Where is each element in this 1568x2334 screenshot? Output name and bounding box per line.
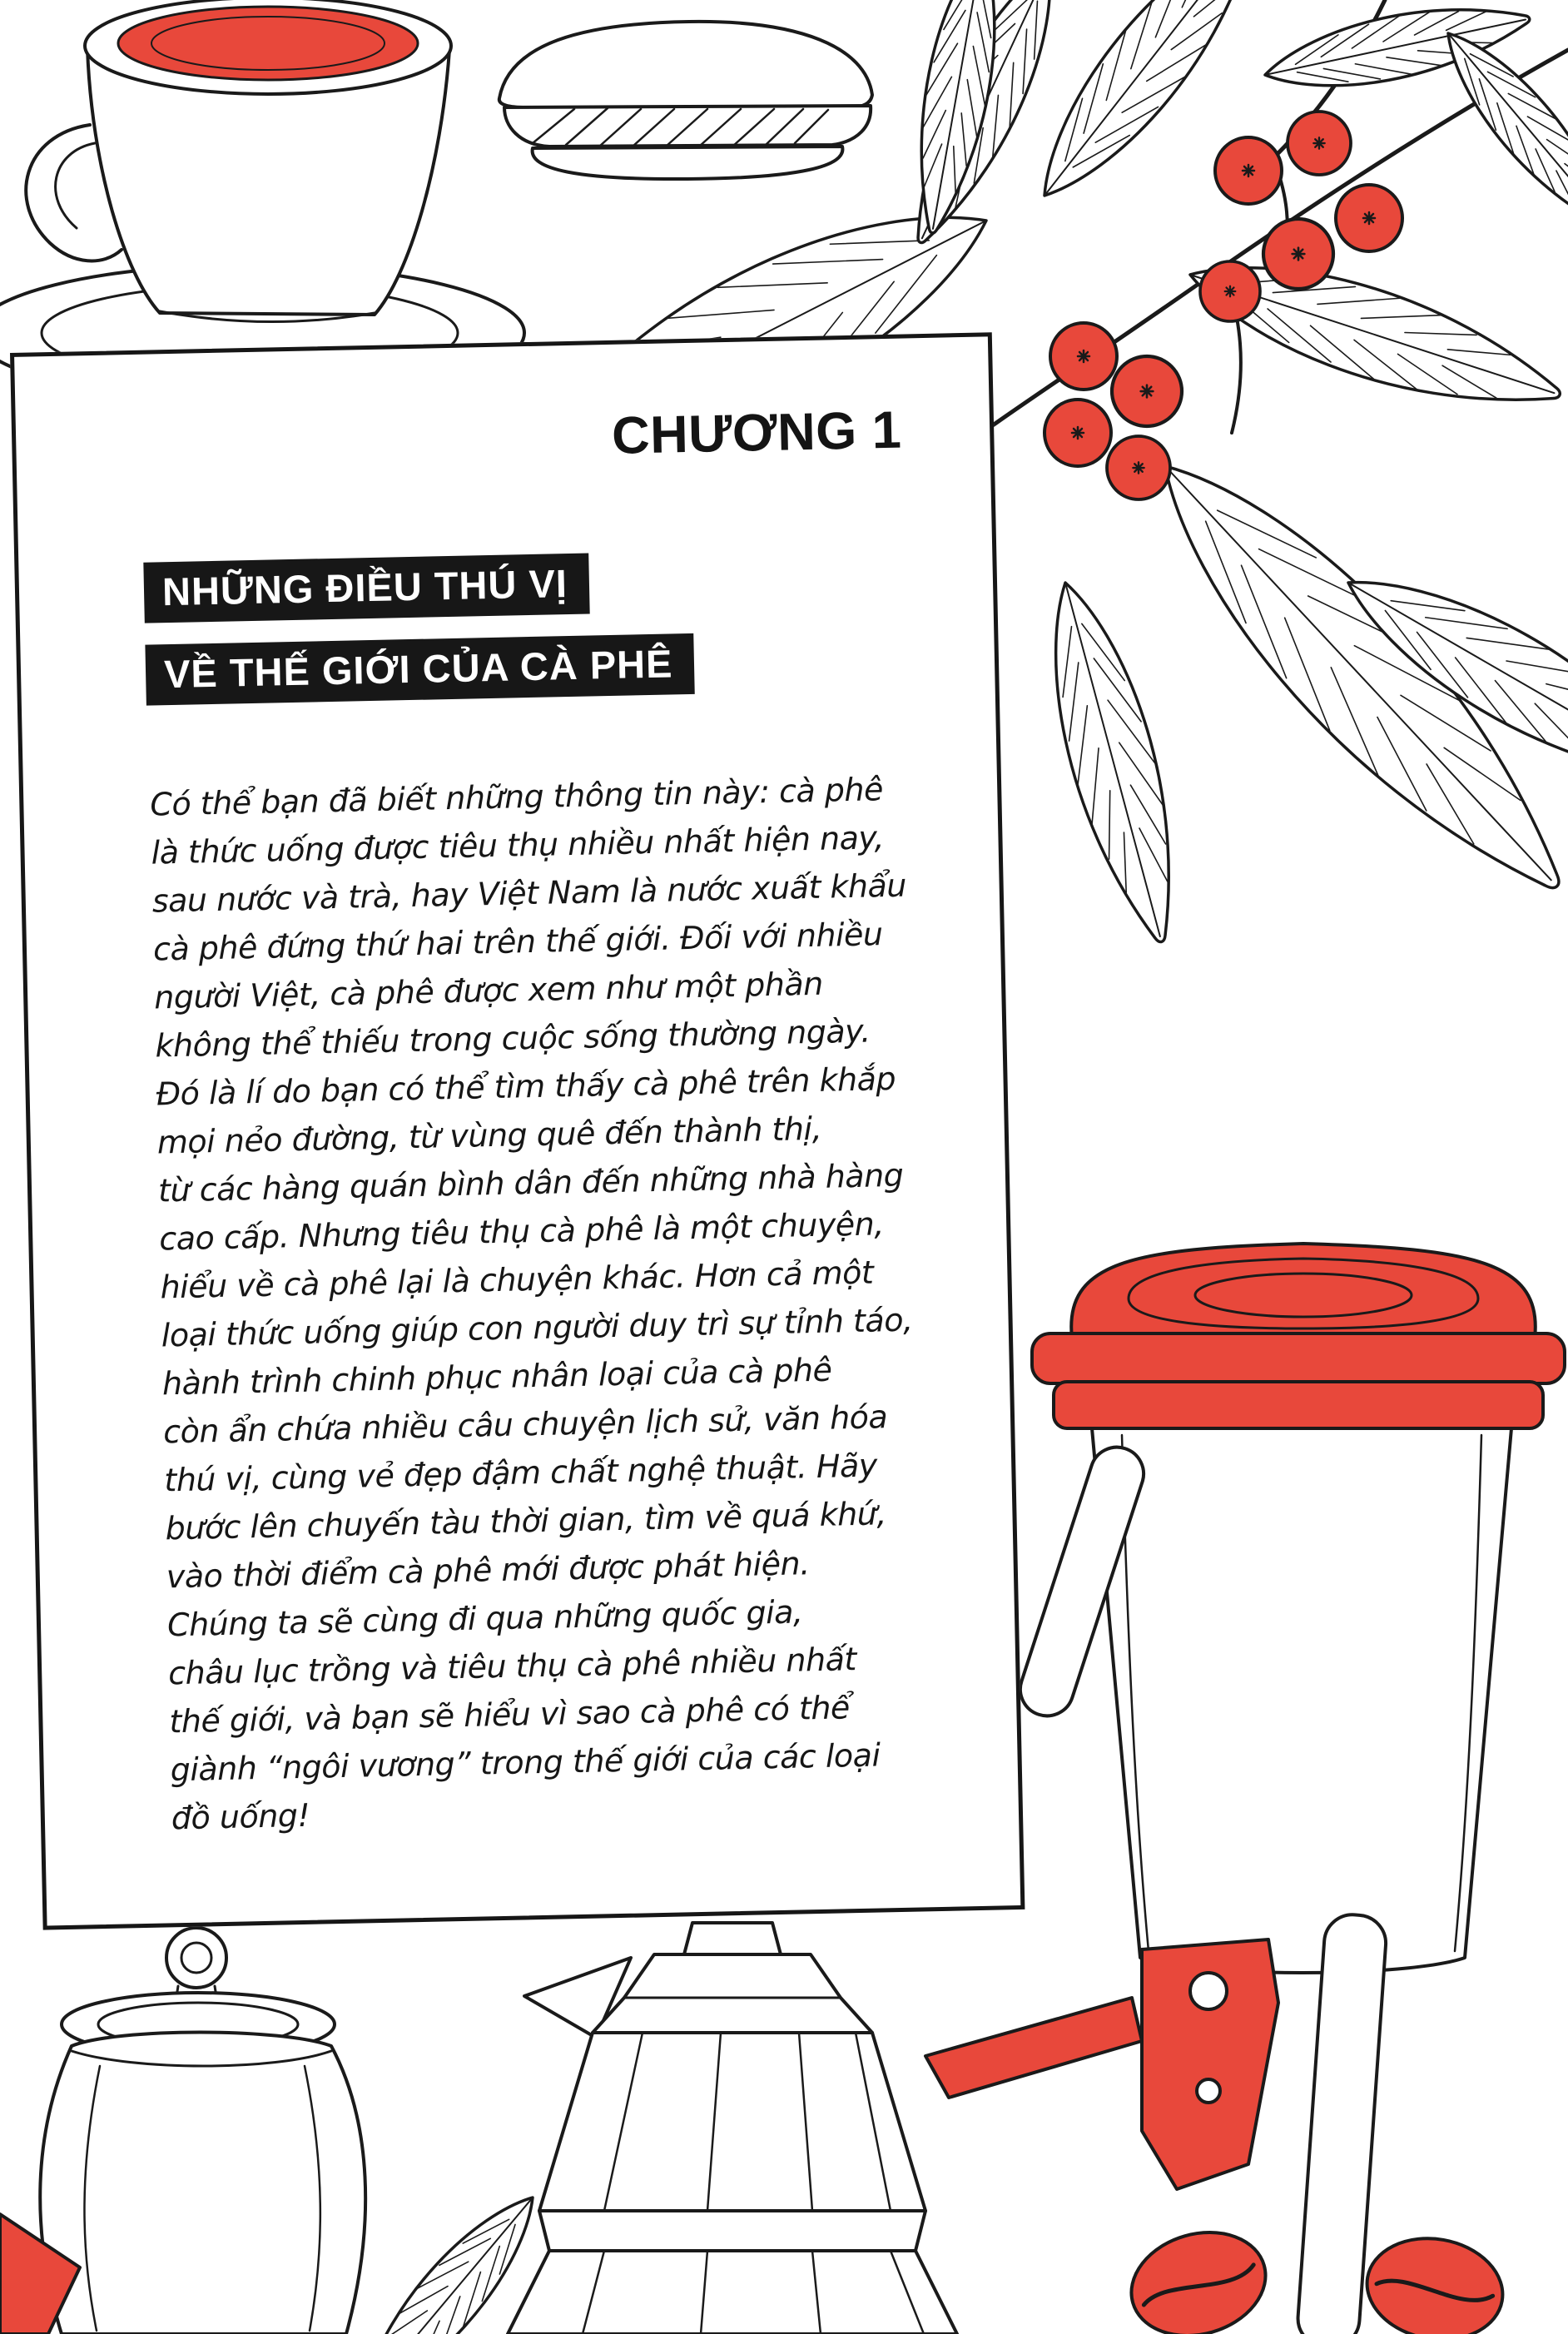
takeaway-cup-illustration <box>1014 1244 1565 1973</box>
chapter-label: CHƯƠNG 1 <box>611 400 902 465</box>
chapter-title-line-2: VỀ THẾ GIỚI CỦA CÀ PHÊ <box>145 633 695 706</box>
coffee-server-illustration <box>0 1928 556 2334</box>
coffee-cup-illustration <box>0 0 524 401</box>
chapter-title-line-1: NHỮNG ĐIỀU THÚ VỊ <box>143 553 589 623</box>
chapter-body-text: Có thể bạn đã biết những thông tin này: cà phê là thức uống được tiêu thụ nhiều nhất hiện nay, sau nước và trà, hay Việt Nam là nước xuất khẩu cà phê đứng thứ hai trên thế giới. Đối với nhiều người Việt, cà phê được xem như một phần không thể thiếu trong cuộc sống thường ngày. Đó là lí do bạn có thể tìm thấy cà phê trên khắp mọi nẻo đường, từ vùng quê đến thành thị, từ các hàng quán bình dân đến những nhà hàng cao cấp. Nhưng tiêu thụ cà phê là một chuyện, hiểu về cà phê lại là chuyện khác. Hơn cả một loại thức uống giúp con người duy trì sự tỉnh táo, hành trình chinh phục nhân loại của cà phê còn ẩn chứa nhiều câu chuyện lịch sử, văn hóa thú vị, cùng vẻ đẹp đậm chất nghệ thuật. Hãy bước lên chuyến tàu thời gian, tìm về quá khứ, vào thời điểm cà phê mới được phát hiện. Chúng ta sẽ cùng đi qua những quốc gia, châu lục trồng và tiêu thụ cà phê nhiều nhất thế giới, và bạn sẽ hiểu vì sao cà phê có thể giành “ngôi vương” trong thế giới của các loại đồ uống! <box>149 771 913 1837</box>
chapter-title <box>143 551 695 706</box>
chapter-panel <box>10 332 1025 1929</box>
macaron-illustration <box>499 22 872 179</box>
